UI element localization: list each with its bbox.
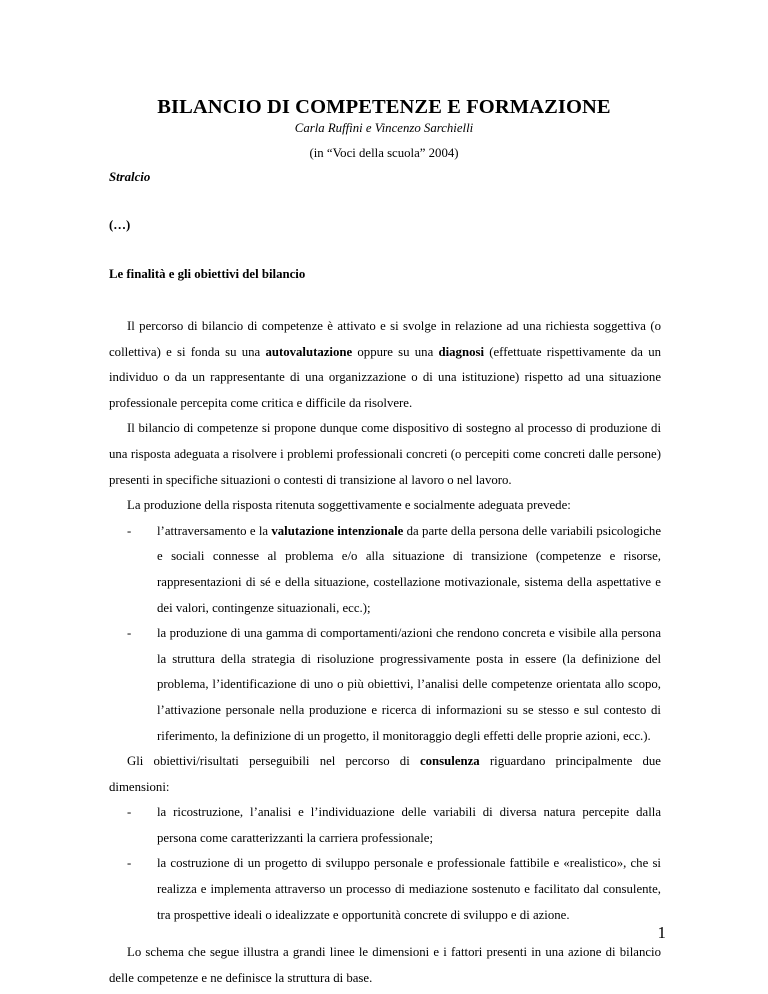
document-source: (in “Voci della scuola” 2004) [309,146,459,160]
list-item: - la ricostruzione, l’analisi e l’individuazione delle variabili di diversa natura percepite dalla persona come caratterizzanti la carriera professionale; [109,800,661,851]
dash-bullet: - [127,856,132,871]
autovalutazione-term: autovalutazione [265,344,353,359]
paragraph-3: La produzione della risposta ritenuta soggettivamente e socialmente adeguata prevede: [127,498,571,513]
paragraph-1: Il percorso di bilancio di competenze è attivato e si svolge in relazione ad una richiesta soggettiva (o collettiva) e si fonda su una autovalutazione oppure su una diagnosi (effettuate rispettivamente da un individuo o da un rappresentante di una organizzazione o di una istituzione) rispetto ad una situazione professionale percepita come critica e difficile da risolvere. [109,319,662,410]
list-prevede [109,519,661,749]
list-dimensioni [109,800,661,928]
stralcio-label: Stralcio [109,170,151,184]
paragraph-2: Il bilancio di competenze si propone dunque come dispositivo di sostegno al processo di produzione di una risposta adeguata a risolvere i problemi professionali concreti (o percepiti come concreti dalle persone) presenti in specifiche situazioni o contesti di transizione al lavoro o nel lavoro. [109,421,661,487]
diagnosi-term: diagnosi [438,344,485,359]
paragraph-4: Gli obiettivi/risultati perseguibili nel percorso di consulenza riguardano principalmente due dimensioni: [109,754,661,794]
dash-bullet: - [127,523,132,538]
page-number: 1 [657,923,666,942]
consulenza-term: consulenza [419,754,480,769]
ellipsis-marker: (…) [109,218,131,232]
section-heading: Le finalità e gli obiettivi del bilancio [109,267,306,281]
dash-bullet: - [127,626,132,641]
spacer [109,928,661,940]
list-item: - la produzione di una gamma di comportamenti/azioni che rendono concreta e visibile alla persona la struttura della strategia di risoluzione progressivamente posta in essere (la definizione del problema, l’identificazione di uno o più obiettivi, l’analisi delle competenze orientata allo scopo, l’attivazione personale nella produzione e ricerca di informazioni su se stesso e sul contesto di riferimento, la definizione di un progetto, il monitoraggio degli effetti delle proprie azioni, ecc.). [109,621,661,749]
list-item: - la costruzione di un progetto di sviluppo personale e professionale fattibile e «realistico», che si realizza e implementa attraverso un processo di mediazione sostenuto e facilitato dal consulente, tra prospettive ideali o idealizzate e opportunità concrete di sviluppo e di azione. [109,851,661,928]
body-text [109,314,661,991]
paragraph-5: Lo schema che segue illustra a grandi linee le dimensioni e i fattori presenti in una azione di bilancio delle competenze e ne definisce la struttura di base. [109,945,661,985]
list-item: - l’attraversamento e la valutazione intenzionale da parte della persona delle variabili psicologiche e sociali connesse al problema e/o alla situazione di transizione (competenze e risorse, rappresentazioni di sé e della situazione, costellazione motivazionale, sistema della aspettative e dei valori, contingenze situazionali, ecc.); [109,519,661,621]
document-title: BILANCIO DI COMPETENZE E FORMAZIONE [157,96,611,118]
valutazione-intenzionale-term: valutazione intenzionale [271,523,404,538]
dash-bullet: - [127,805,132,820]
document-authors: Carla Ruffini e Vincenzo Sarchielli [294,121,474,135]
